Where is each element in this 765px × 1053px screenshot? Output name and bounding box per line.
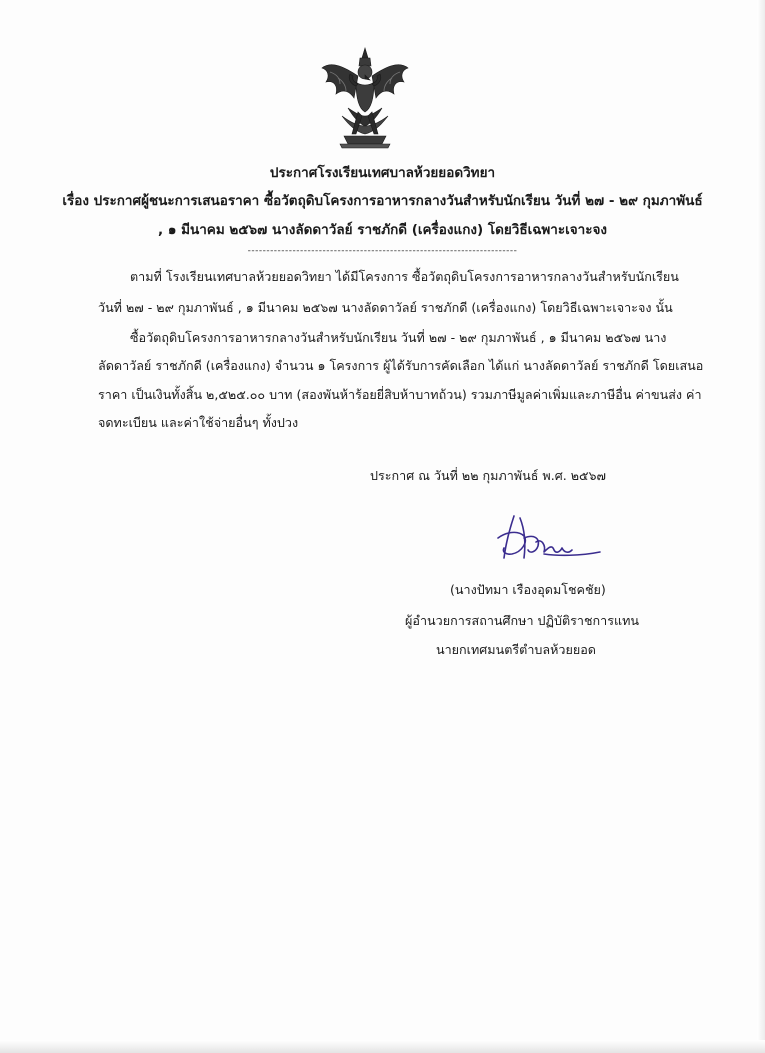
body-paragraph-line: จดทะเบียน และค่าใช้จ่ายอื่นๆ ทั้งปวง xyxy=(98,415,299,430)
subject-line-continued: , ๑ มีนาคม ๒๕๖๗ นางลัดดาวัลย์ ราชภักดี (เครื่องแกง) โดยวิธีเฉพาะเจาะจง xyxy=(157,222,607,238)
announcement-title: ประกาศโรงเรียนเทศบาลห้วยยอดวิทยา xyxy=(269,165,496,181)
scan-edge xyxy=(757,0,765,1053)
subject-line: เรื่อง ประกาศผู้ชนะการเสนอราคา ซื้อวัตถุดิบโครงการอาหารกลางวันสำหรับนักเรียน วันที่ ๒๗ - ๒๙ กุมภาพันธ์ xyxy=(62,193,703,209)
dashed-separator: ------------------------------------------------------------------------ xyxy=(247,246,518,256)
body-paragraph-line: วันที่ ๒๗ - ๒๙ กุมภาพันธ์ , ๑ มีนาคม ๒๕๖๗ นางลัดดาวัลย์ ราชภักดี (เครื่องแกง) โดยวิธีเฉพาะเจาะจง นั้น xyxy=(98,300,673,315)
signer-name: (นางปัทมา เรืองอุดมโชคชัย) xyxy=(450,582,606,597)
body-paragraph-line: ซื้อวัตถุดิบโครงการอาหารกลางวันสำหรับนักเรียน วันที่ ๒๗ - ๒๙ กุมภาพันธ์ , ๑ มีนาคม ๒๕๖๗ นาง xyxy=(130,330,667,345)
announcement-date: ประกาศ ณ วันที่ ๒๒ กุมภาพันธ์ พ.ศ. ๒๕๖๗ xyxy=(370,468,606,483)
body-paragraph-line: ตามที่ โรงเรียนเทศบาลห้วยยอดวิทยา ได้มีโครงการ ซื้อวัตถุดิบโครงการอาหารกลางวันสำหรับนักเรียน xyxy=(130,269,679,284)
handwritten-signature xyxy=(484,508,602,570)
body-paragraph-line: ราคา เป็นเงินทั้งสิ้น ๒,๕๒๕.๐๐ บาท (สองพันห้าร้อยยี่สิบห้าบาทถ้วน) รวมภาษีมูลค่าเพิ่มและภาษีอื่น ค่าขนส่ง ค่า xyxy=(98,387,702,402)
scan-edge xyxy=(0,1040,765,1053)
signer-position-delegation: นายกเทศมนตรีตำบลห้วยยอด xyxy=(436,642,596,657)
garuda-emblem-icon xyxy=(318,46,412,150)
signer-position: ผู้อำนวยการสถานศึกษา ปฏิบัติราชการแทน xyxy=(405,613,640,628)
body-paragraph-line: ลัดดาวัลย์ ราชภักดี (เครื่องแกง) จำนวน ๑ โครงการ ผู้ได้รับการคัดเลือก ได้แก่ นางลัดดาวัลย์ ราชภักดี โดยเสนอ xyxy=(98,358,704,373)
